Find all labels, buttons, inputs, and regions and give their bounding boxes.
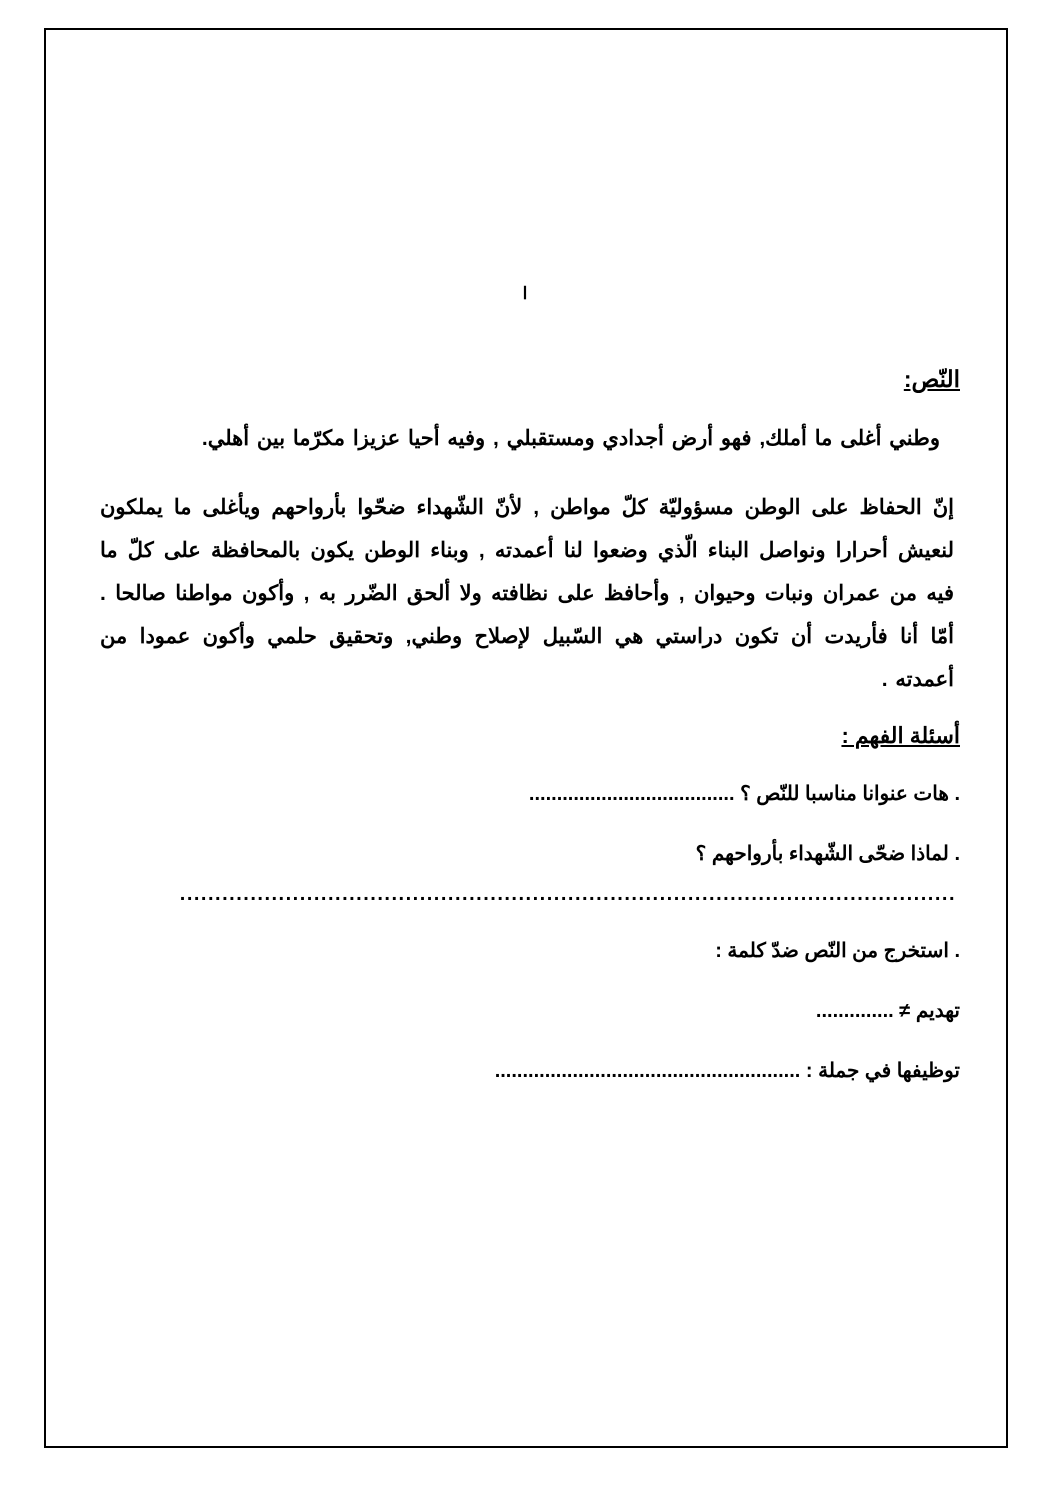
usage-blank-dots: ....................................................... <box>494 1060 801 1083</box>
usage-row <box>100 1056 960 1086</box>
antonym-row <box>100 996 960 1026</box>
answer-line-1: .............................................................................................................. <box>179 883 956 906</box>
questions-section-heading: أسئلة الفهم : <box>841 723 960 749</box>
not-equal-icon: ≠ <box>899 1000 911 1023</box>
text-section-heading: النّص: <box>903 366 960 392</box>
usage-label: توظيفها في جملة : <box>805 1060 960 1083</box>
question-item-1 <box>100 779 960 809</box>
extract-question: . استخرج من النّص ضدّ كلمة : <box>715 940 960 963</box>
page-border-frame <box>44 28 1008 1448</box>
question-2-text: . لماذا ضحّى الشّهداء بأرواحهم ؟ <box>695 843 960 866</box>
antonym-blank-dots: .............. <box>815 1000 894 1023</box>
top-mark: ا <box>522 284 528 303</box>
question-1-dots: ..................................... <box>528 783 735 806</box>
paragraph-one: وطني أغلى ما أملك, فهو أرض أجدادي ومستقبلي , وفيه أحيا عزيزا مكرّما بين أهلي. <box>201 427 940 450</box>
document-content <box>100 66 960 1086</box>
question-item-2 <box>100 839 960 869</box>
question-1-text: . هات عنوانا مناسبا للنّص ؟ <box>740 783 960 806</box>
paragraph-two: إنّ الحفاظ على الوطن مسؤوليّة كلّ مواطن , لأنّ الشّهداء ضحّوا بأرواحهم ويأغلى ما يملكون لنعيش أحرارا ونواصل البناء الّذي وضعوا لنا أعمدته , وبناء الوطن يكون بالمحافظة على كلّ ما فيه من عمران ونبات وحيوان , وأحافظ على نظافته ولا ألحق الضّرر به , وأكون مواطنا صالحا . أمّا أنا فأريدت أن تكون دراستي هي السّبيل لإصلاح وطني, وتحقيق حلمي وأكون عمودا من أعمدته . <box>100 496 954 692</box>
antonym-word: تهديم <box>915 1000 960 1023</box>
